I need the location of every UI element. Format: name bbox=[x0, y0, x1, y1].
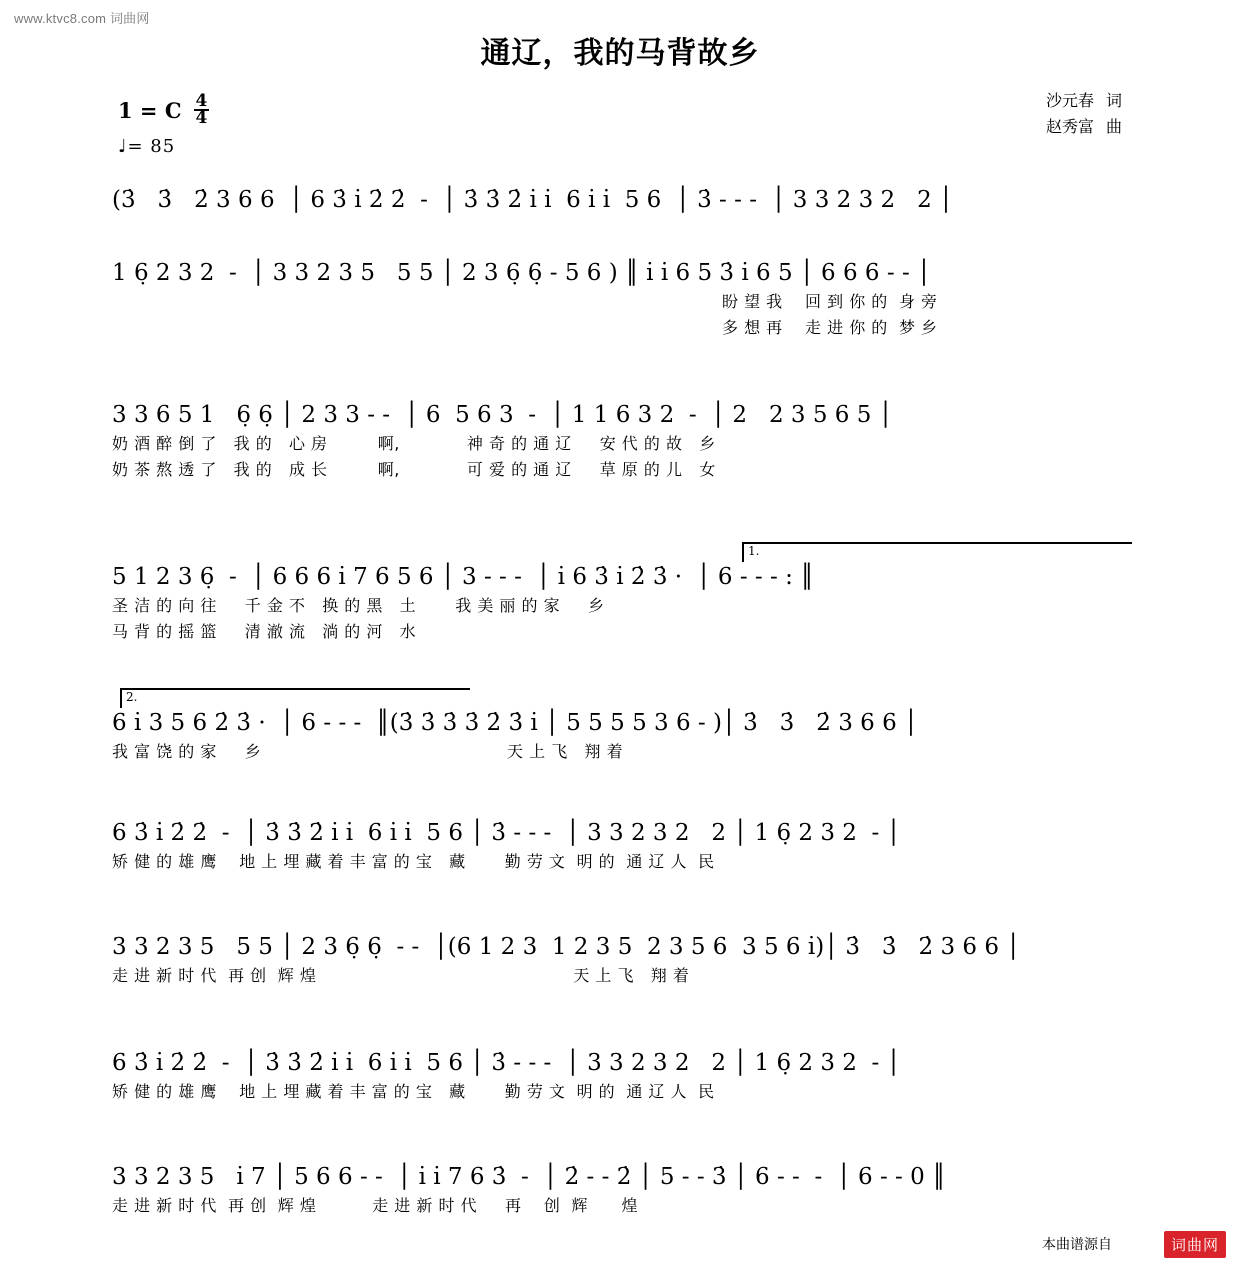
notation-line: (3̇ 3̇ 2̇ 3 6 6 │ 6 3̇ i̇ 2̇ 2̇ - │ 3̇ 3̇ 2̇ i̇ i̇ 6 i̇ i̇ 5 6 │ 3̇ - - - │ 3 3 2 3 2 2 │ bbox=[112, 187, 953, 213]
site-logo-badge: 词曲网 bbox=[1164, 1231, 1226, 1258]
lyric-line-verse1: 圣 洁 的 向 往 千 金 不 换 的 黑 土 我 美 丽 的 家 乡 bbox=[112, 596, 605, 615]
lyric-line-verse1: 走 进 新 时 代 再 创 辉 煌 走 进 新 时 代 再 创 辉 煌 bbox=[112, 1196, 639, 1215]
music-system-5 bbox=[112, 688, 1132, 764]
lyricist-row bbox=[1046, 88, 1122, 114]
music-system-1 bbox=[112, 185, 1132, 215]
music-system-7 bbox=[112, 932, 1132, 988]
music-system-8 bbox=[112, 1048, 1132, 1104]
lyric-line-verse2: 奶 茶 熬 透 了 我 的 成 长 啊, 可 爱 的 通 辽 草 原 的 儿 女 bbox=[112, 460, 716, 479]
notation-line: 3 3 2 3 5 5 5 │ 2 3 6̣ 6̣ - - │(6 1 2 3 1 2 3 5 2 3 5 6 3 5 6 i̇)│ 3̇ 3̇ 2̇ 3 6 6 │ bbox=[112, 934, 1021, 960]
composer-role: 曲 bbox=[1105, 117, 1122, 136]
notation-line: 6 i̇ 3 5 6 2̇ 3̇ · │ 6 - - - ║(3̇ 3̇ 3̇ 3̇ 2̇ 3̇ i̇ │ 5 5 5 5 3 6 - )│ 3̇ 3̇ 2̇ 3 6 6 │ bbox=[112, 710, 918, 736]
lyricist-role: 词 bbox=[1105, 91, 1122, 110]
second-ending-bracket bbox=[120, 688, 470, 708]
footer-source-text: 本曲谱源自 bbox=[1042, 1237, 1112, 1253]
notation-line: 5 1 2 3 6̣ - │ 6 6 6 i̇ 7 6 5 6 │ 3 - - - │ i̇ 6 3̇ i̇ 2̇ 3̇ · │ 6 - - - : ║ bbox=[112, 564, 814, 590]
lyric-line-verse1: 奶 酒 醉 倒 了 我 的 心 房 啊, 神 奇 的 通 辽 安 代 的 故 乡 bbox=[112, 434, 716, 453]
site-watermark-top: www.ktvc8.com 词曲网 bbox=[14, 11, 150, 26]
lyricist-name: 沙元春 bbox=[1045, 91, 1094, 110]
lyric-line-verse1: 矫 健 的 雄 鹰 地 上 埋 藏 着 丰 富 的 宝 藏 勤 劳 文 明 的 通 辽 人 民 bbox=[112, 1082, 715, 1101]
tempo-marking: ♩= 85 bbox=[118, 136, 176, 157]
composer-row bbox=[1046, 114, 1122, 140]
credits-block bbox=[1046, 88, 1122, 140]
music-system-4 bbox=[112, 542, 1132, 644]
music-system-3 bbox=[112, 400, 1132, 482]
lyric-line-verse1: 我 富 饶 的 家 乡 天 上 飞 翔 着 bbox=[112, 742, 624, 761]
first-ending-label: 1. bbox=[748, 544, 760, 558]
time-signature-denominator: 4 bbox=[195, 108, 208, 128]
lyric-line-verse1: 盼 望 我 回 到 你 的 身 旁 bbox=[722, 292, 938, 311]
key-signature-block bbox=[118, 91, 209, 157]
page-title: 通辽，我的马背故乡 bbox=[480, 36, 760, 71]
notation-line: 6 3̇ i̇ 2̇ 2̇ - │ 3̇ 3̇ 2̇ i̇ i̇ 6 i̇ i̇ 5 6 │ 3̇ - - - │ 3 3 2 3 2 2 │ 1 6̣ 2 3 2 - │ bbox=[112, 820, 901, 846]
music-system-2 bbox=[112, 258, 1132, 340]
music-system-9 bbox=[112, 1162, 1132, 1218]
lyric-line-verse2: 马 背 的 摇 篮 清 澈 流 淌 的 河 水 bbox=[112, 622, 417, 641]
lyric-line-verse1: 走 进 新 时 代 再 创 辉 煌 天 上 飞 翔 着 bbox=[112, 966, 690, 985]
composer-name: 赵秀富 bbox=[1045, 117, 1094, 136]
notation-line: 3 3 2 3 5 i̇ 7 │ 5 6 6 - - │ i̇ i̇ 7 6 3̇ - │ 2̇ - - 2̇ │ 5 - - 3̇ │ 6 - - - │ 6 - - 0 ║ bbox=[112, 1164, 946, 1190]
time-signature bbox=[194, 91, 210, 128]
time-signature-numerator: 4 bbox=[195, 91, 208, 111]
notation-line: 1 6̣ 2 3 2 - │ 3 3 2 3 5 5 5 │ 2 3 6̣ 6̣ - 5 6 ) ║ i̇ i̇ 6 5 3̇ i̇ 6 5 │ 6 6 6 - - │ bbox=[112, 260, 931, 286]
notation-line: 3 3 6 5 1 6̣ 6̣ │ 2 3 3 - - │ 6 5 6 3 - │ 1 1 6 3 2 - │ 2 2 3 5 6 5 │ bbox=[112, 402, 893, 428]
first-ending-bracket bbox=[742, 542, 1132, 562]
music-system-6 bbox=[112, 818, 1132, 874]
lyric-line-verse1: 矫 健 的 雄 鹰 地 上 埋 藏 着 丰 富 的 宝 藏 勤 劳 文 明 的 通 辽 人 民 bbox=[112, 852, 715, 871]
key-label: 1 = C bbox=[118, 97, 182, 123]
second-ending-label: 2. bbox=[126, 690, 138, 704]
notation-line: 6 3̇ i̇ 2̇ 2̇ - │ 3̇ 3̇ 2̇ i̇ i̇ 6 i̇ i̇ 5 6 │ 3̇ - - - │ 3 3 2 3 2 2 │ 1 6̣ 2 3 2 - │ bbox=[112, 1050, 901, 1076]
lyric-line-verse2: 多 想 再 走 进 你 的 梦 乡 bbox=[722, 318, 938, 337]
